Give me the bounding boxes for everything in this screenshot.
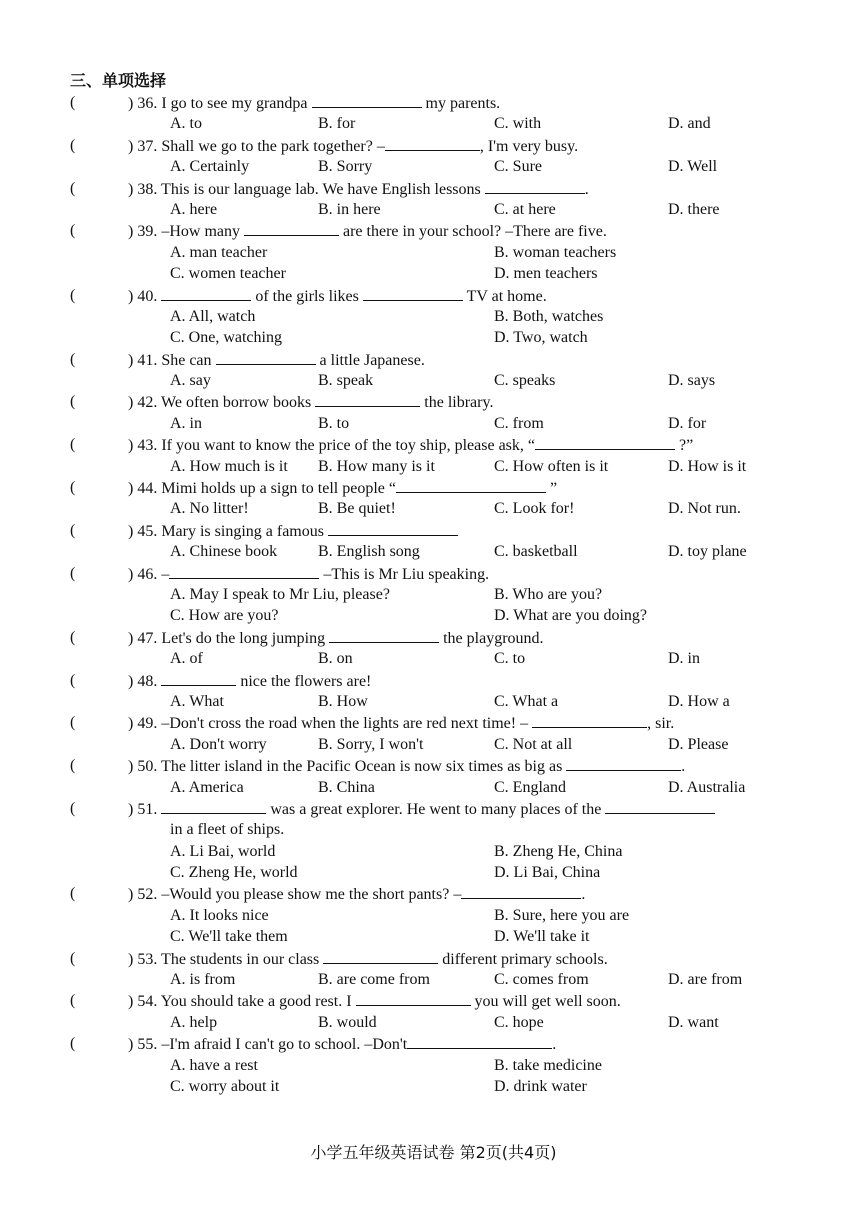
option-c: C. Sure bbox=[494, 158, 542, 176]
option-a: A. man teacher bbox=[170, 243, 268, 261]
question-stem-line bbox=[0, 285, 867, 306]
options-row bbox=[0, 1055, 867, 1076]
question-text: Mary is singing a famous bbox=[161, 522, 328, 540]
option-c: C. to bbox=[494, 650, 526, 668]
options-row bbox=[0, 370, 867, 391]
question-50 bbox=[0, 755, 867, 798]
question-text: TV at home. bbox=[462, 287, 547, 305]
question-number: ) 42. bbox=[128, 394, 162, 412]
question-number: ) 54. bbox=[128, 993, 161, 1011]
question-stem bbox=[128, 520, 458, 542]
question-text: a little Japanese. bbox=[315, 351, 425, 369]
question-number: ) 45. bbox=[128, 522, 162, 540]
question-stem-continued bbox=[0, 819, 867, 840]
options-row bbox=[0, 584, 867, 605]
option-d: D. for bbox=[668, 414, 707, 432]
options-row bbox=[0, 841, 867, 862]
answer-bracket[interactable]: ( bbox=[70, 1035, 76, 1053]
option-c: C. Look for! bbox=[494, 500, 575, 518]
question-stem-line bbox=[0, 434, 867, 455]
answer-bracket[interactable]: ( bbox=[70, 136, 76, 154]
answer-blank[interactable] bbox=[535, 434, 675, 450]
option-c: C. women teacher bbox=[170, 265, 286, 283]
options-row bbox=[0, 1076, 867, 1097]
question-stem-line bbox=[0, 349, 867, 370]
question-47 bbox=[0, 627, 867, 670]
question-stem-line bbox=[0, 563, 867, 584]
question-stem bbox=[128, 92, 500, 114]
option-d: D. Australia bbox=[668, 778, 746, 796]
options-row bbox=[0, 498, 867, 519]
question-51 bbox=[0, 798, 867, 884]
option-a: A. Chinese book bbox=[170, 543, 278, 561]
options-row bbox=[0, 905, 867, 926]
question-text: You should take a good rest. I bbox=[160, 993, 356, 1011]
option-b: B. in here bbox=[318, 200, 381, 218]
answer-bracket[interactable]: ( bbox=[70, 286, 76, 304]
question-text: my parents. bbox=[421, 95, 501, 112]
option-d: D. What are you doing? bbox=[494, 607, 647, 625]
option-b: B. China bbox=[318, 778, 375, 796]
question-stem bbox=[128, 391, 493, 413]
option-a: A. May I speak to Mr Liu, please? bbox=[170, 585, 390, 603]
question-53 bbox=[0, 948, 867, 991]
question-stem-line bbox=[0, 220, 867, 241]
question-stem-line bbox=[0, 798, 867, 819]
question-number: ) 55. bbox=[128, 1036, 162, 1054]
answer-bracket[interactable]: ( bbox=[70, 628, 76, 646]
answer-blank[interactable] bbox=[605, 798, 715, 814]
option-c: C. Zheng He, world bbox=[170, 864, 298, 882]
question-55 bbox=[0, 1033, 867, 1097]
option-b: B. to bbox=[318, 414, 350, 432]
option-d: D. men teachers bbox=[494, 265, 598, 283]
question-number: ) 39. bbox=[128, 223, 162, 241]
question-stem-line bbox=[0, 135, 867, 156]
answer-bracket[interactable]: ( bbox=[70, 393, 76, 411]
option-a: A. What bbox=[170, 692, 224, 710]
question-text: in a fleet of ships. bbox=[170, 821, 285, 839]
question-stem bbox=[128, 712, 674, 734]
question-text: different primary schools. bbox=[438, 950, 608, 968]
question-number: ) 43. bbox=[128, 437, 162, 455]
option-d: D. there bbox=[668, 200, 720, 218]
question-number: ) 38. bbox=[128, 180, 162, 198]
answer-blank[interactable] bbox=[461, 883, 581, 899]
options-row bbox=[0, 156, 867, 177]
option-c: C. We'll take them bbox=[170, 928, 288, 946]
option-b: B. Sorry, I won't bbox=[318, 735, 424, 753]
question-text: was a great explorer. He went to many places of the bbox=[266, 800, 606, 818]
answer-blank[interactable] bbox=[312, 92, 422, 108]
option-d: D. Li Bai, China bbox=[494, 864, 601, 882]
option-d: D. Two, watch bbox=[494, 329, 588, 347]
question-text: Shall we go to the park together? – bbox=[161, 137, 385, 155]
option-d: D. We'll take it bbox=[494, 928, 590, 946]
question-list bbox=[0, 92, 867, 1097]
answer-blank[interactable] bbox=[161, 798, 266, 814]
question-stem bbox=[128, 477, 557, 499]
question-stem bbox=[128, 178, 589, 200]
question-stem-line bbox=[0, 755, 867, 776]
options-row bbox=[0, 263, 867, 284]
option-d: D. want bbox=[668, 1013, 719, 1031]
option-c: C. with bbox=[494, 115, 542, 133]
option-c: C. England bbox=[494, 778, 566, 796]
option-b: B. woman teachers bbox=[494, 243, 617, 261]
page-footer: 小学五年级英语试卷 第2页(共4页) bbox=[310, 1143, 557, 1162]
section-title: 三、单项选择 bbox=[70, 71, 167, 90]
option-d: D. Not run. bbox=[668, 500, 741, 518]
option-c: C. basketball bbox=[494, 543, 578, 561]
question-45 bbox=[0, 520, 867, 563]
option-c: C. at here bbox=[494, 200, 556, 218]
option-a: A. of bbox=[170, 650, 203, 668]
question-stem-line bbox=[0, 391, 867, 412]
answer-bracket[interactable]: ( bbox=[70, 179, 76, 197]
question-text: She can bbox=[161, 351, 216, 369]
answer-blank[interactable] bbox=[356, 990, 471, 1006]
option-d: D. in bbox=[668, 650, 700, 668]
question-number: ) 46. bbox=[128, 565, 162, 583]
answer-blank[interactable] bbox=[161, 285, 251, 301]
question-text: nice the flowers are! bbox=[236, 672, 372, 690]
option-a: A. here bbox=[170, 200, 218, 218]
options-row bbox=[0, 113, 867, 134]
options-row bbox=[0, 862, 867, 883]
answer-blank[interactable] bbox=[396, 477, 546, 493]
option-c: C. speaks bbox=[494, 372, 556, 390]
question-42 bbox=[0, 391, 867, 434]
question-stem-line bbox=[0, 627, 867, 648]
question-text: Mimi holds up a sign to tell people “ bbox=[161, 480, 396, 498]
question-number: ) 47. bbox=[128, 629, 162, 647]
options-row bbox=[0, 969, 867, 990]
question-text: If you want to know the price of the toy ship, please ask, “ bbox=[161, 437, 536, 455]
option-b: B. would bbox=[318, 1013, 377, 1031]
answer-bracket[interactable]: ( bbox=[70, 436, 76, 454]
question-text: the library. bbox=[420, 394, 494, 412]
answer-blank[interactable] bbox=[532, 712, 647, 728]
question-stem bbox=[128, 1033, 556, 1055]
question-text: of the girls likes bbox=[251, 287, 363, 305]
answer-blank[interactable] bbox=[385, 135, 480, 151]
option-b: B. Be quiet! bbox=[318, 500, 396, 518]
option-c: C. from bbox=[494, 414, 544, 432]
option-b: B. How many is it bbox=[318, 457, 435, 475]
option-b: B. Who are you? bbox=[494, 585, 603, 603]
option-c: C. comes from bbox=[494, 971, 589, 989]
question-text: –Don't cross the road when the lights are red next time! – bbox=[161, 715, 533, 733]
answer-bracket[interactable]: ( bbox=[70, 714, 76, 732]
question-text: the playground. bbox=[439, 629, 544, 647]
answer-bracket[interactable]: ( bbox=[70, 521, 76, 539]
question-stem-line bbox=[0, 712, 867, 733]
option-d: D. are from bbox=[668, 971, 743, 989]
options-row bbox=[0, 413, 867, 434]
options-row bbox=[0, 306, 867, 327]
question-41 bbox=[0, 349, 867, 392]
option-b: B. take medicine bbox=[494, 1056, 602, 1074]
answer-bracket[interactable]: ( bbox=[70, 757, 76, 775]
option-b: B. English song bbox=[318, 543, 420, 561]
option-a: A. say bbox=[170, 372, 211, 390]
answer-bracket[interactable]: ( bbox=[70, 949, 76, 967]
question-number: ) 50. bbox=[128, 758, 162, 776]
answer-blank[interactable] bbox=[315, 391, 420, 407]
options-row bbox=[0, 327, 867, 348]
option-b: B. Sure, here you are bbox=[494, 906, 630, 924]
answer-bracket[interactable]: ( bbox=[70, 799, 76, 817]
answer-blank[interactable] bbox=[161, 670, 236, 686]
question-text: I go to see my grandpa bbox=[161, 95, 312, 112]
question-number: ) 37. bbox=[128, 137, 162, 155]
question-stem-line bbox=[0, 92, 867, 113]
question-stem bbox=[128, 948, 608, 970]
options-row bbox=[0, 199, 867, 220]
answer-bracket[interactable]: ( bbox=[70, 564, 76, 582]
options-row bbox=[0, 242, 867, 263]
option-a: A. help bbox=[170, 1013, 218, 1031]
question-54 bbox=[0, 990, 867, 1033]
options-row bbox=[0, 605, 867, 626]
option-a: A. have a rest bbox=[170, 1056, 258, 1074]
option-d: D. drink water bbox=[494, 1077, 587, 1095]
question-text: –Would you please show me the short pants? – bbox=[161, 886, 462, 904]
question-text: –How many bbox=[161, 223, 244, 241]
answer-bracket[interactable]: ( bbox=[70, 992, 76, 1010]
question-stem bbox=[128, 883, 585, 905]
question-text: Let's do the long jumping bbox=[161, 629, 330, 647]
options-row bbox=[0, 777, 867, 798]
question-39 bbox=[0, 220, 867, 284]
question-48 bbox=[0, 670, 867, 713]
answer-blank[interactable] bbox=[323, 948, 438, 964]
answer-bracket[interactable]: ( bbox=[70, 671, 76, 689]
question-number: ) 51. bbox=[128, 800, 162, 818]
question-43 bbox=[0, 434, 867, 477]
question-stem bbox=[128, 220, 607, 242]
option-c: C. One, watching bbox=[170, 329, 282, 347]
option-d: D. and bbox=[668, 115, 711, 133]
question-number: ) 52. bbox=[128, 886, 162, 904]
option-a: A. All, watch bbox=[170, 307, 256, 325]
question-text: The litter island in the Pacific Ocean is now six times as big as bbox=[161, 758, 567, 776]
answer-bracket[interactable]: ( bbox=[70, 94, 76, 111]
question-text: –I'm afraid I can't go to school. –Don't bbox=[161, 1036, 408, 1054]
question-stem-line bbox=[0, 1033, 867, 1054]
option-b: B. Sorry bbox=[318, 158, 373, 176]
question-46 bbox=[0, 563, 867, 627]
question-stem bbox=[128, 135, 578, 157]
question-number: ) 41. bbox=[128, 351, 162, 369]
question-number: ) 48. bbox=[128, 672, 162, 690]
option-a: A. Don't worry bbox=[170, 735, 267, 753]
question-38 bbox=[0, 178, 867, 221]
option-a: A. It looks nice bbox=[170, 906, 269, 924]
option-d: D. says bbox=[668, 372, 716, 390]
options-row bbox=[0, 541, 867, 562]
option-c: C. How are you? bbox=[170, 607, 279, 625]
option-a: A. How much is it bbox=[170, 457, 288, 475]
options-row bbox=[0, 691, 867, 712]
option-b: B. speak bbox=[318, 372, 374, 390]
option-c: C. worry about it bbox=[170, 1077, 280, 1095]
question-49 bbox=[0, 712, 867, 755]
option-c: C. What a bbox=[494, 692, 559, 710]
question-text: you will get well soon. bbox=[470, 993, 621, 1011]
options-row bbox=[0, 456, 867, 477]
question-stem bbox=[128, 755, 685, 777]
question-text: –This is Mr Liu speaking. bbox=[319, 565, 490, 583]
question-stem-line bbox=[0, 990, 867, 1011]
question-stem-line bbox=[0, 477, 867, 498]
question-number: ) 44. bbox=[128, 480, 162, 498]
question-44 bbox=[0, 477, 867, 520]
option-a: A. America bbox=[170, 778, 244, 796]
question-stem bbox=[128, 349, 425, 371]
option-a: A. in bbox=[170, 414, 202, 432]
option-a: A. Li Bai, world bbox=[170, 842, 276, 860]
answer-blank[interactable] bbox=[485, 178, 585, 194]
question-36 bbox=[0, 92, 867, 135]
question-number: ) 36. bbox=[128, 95, 162, 112]
question-stem-line bbox=[0, 520, 867, 541]
answer-blank[interactable] bbox=[407, 1033, 552, 1049]
answer-blank[interactable] bbox=[363, 285, 463, 301]
option-a: A. No litter! bbox=[170, 500, 249, 518]
option-d: D. Please bbox=[668, 735, 729, 753]
option-d: D. Well bbox=[668, 158, 718, 176]
question-52 bbox=[0, 883, 867, 947]
answer-bracket[interactable]: ( bbox=[70, 350, 76, 368]
question-text: The students in our class bbox=[161, 950, 324, 968]
question-text: . bbox=[552, 1036, 557, 1054]
question-40 bbox=[0, 285, 867, 349]
question-text: , I'm very busy. bbox=[479, 137, 579, 155]
question-text: . bbox=[584, 180, 589, 198]
question-number: ) 53. bbox=[128, 950, 162, 968]
option-b: B. How bbox=[318, 692, 368, 710]
answer-blank[interactable] bbox=[216, 349, 316, 365]
question-number: ) 40. bbox=[128, 287, 162, 305]
option-c: C. Not at all bbox=[494, 735, 573, 753]
question-stem bbox=[128, 670, 371, 692]
question-stem-line bbox=[0, 178, 867, 199]
question-text: We often borrow books bbox=[161, 394, 316, 412]
option-a: A. Certainly bbox=[170, 158, 250, 176]
question-text: are there in your school? –There are five. bbox=[338, 223, 607, 241]
question-stem-line bbox=[0, 948, 867, 969]
question-text: This is our language lab. We have English lessons bbox=[161, 180, 485, 198]
option-c: C. hope bbox=[494, 1013, 544, 1031]
option-b: B. for bbox=[318, 115, 356, 133]
options-row bbox=[0, 734, 867, 755]
option-d: D. How a bbox=[668, 692, 730, 710]
option-b: B. Both, watches bbox=[494, 307, 604, 325]
option-a: A. to bbox=[170, 115, 202, 133]
answer-blank[interactable] bbox=[169, 563, 319, 579]
options-row bbox=[0, 648, 867, 669]
question-stem bbox=[128, 563, 489, 585]
option-c: C. How often is it bbox=[494, 457, 609, 475]
answer-bracket[interactable]: ( bbox=[70, 222, 76, 240]
option-b: B. on bbox=[318, 650, 353, 668]
question-number: ) 49. bbox=[128, 715, 162, 733]
answer-bracket[interactable]: ( bbox=[70, 885, 76, 903]
question-stem-line bbox=[0, 883, 867, 904]
question-stem bbox=[128, 798, 715, 820]
option-b: B. Zheng He, China bbox=[494, 842, 623, 860]
answer-blank[interactable] bbox=[328, 520, 458, 536]
answer-bracket[interactable]: ( bbox=[70, 479, 76, 497]
question-stem bbox=[128, 627, 544, 649]
answer-blank[interactable] bbox=[566, 755, 681, 771]
answer-blank[interactable] bbox=[244, 220, 339, 236]
option-a: A. is from bbox=[170, 971, 236, 989]
question-stem-line bbox=[0, 670, 867, 691]
question-stem bbox=[128, 285, 547, 307]
question-text: – bbox=[161, 565, 170, 583]
option-d: D. toy plane bbox=[668, 543, 747, 561]
question-stem bbox=[128, 990, 621, 1012]
option-b: B. are come from bbox=[318, 971, 430, 989]
answer-blank[interactable] bbox=[329, 627, 439, 643]
options-row bbox=[0, 1012, 867, 1033]
question-text: . bbox=[581, 886, 586, 904]
question-text: , sir. bbox=[647, 715, 675, 733]
question-stem bbox=[128, 434, 693, 456]
options-row bbox=[0, 926, 867, 947]
question-37 bbox=[0, 135, 867, 178]
question-text: ” bbox=[545, 480, 558, 498]
question-text: . bbox=[681, 758, 686, 776]
question-text: ?” bbox=[675, 437, 694, 455]
option-d: D. How is it bbox=[668, 457, 747, 475]
